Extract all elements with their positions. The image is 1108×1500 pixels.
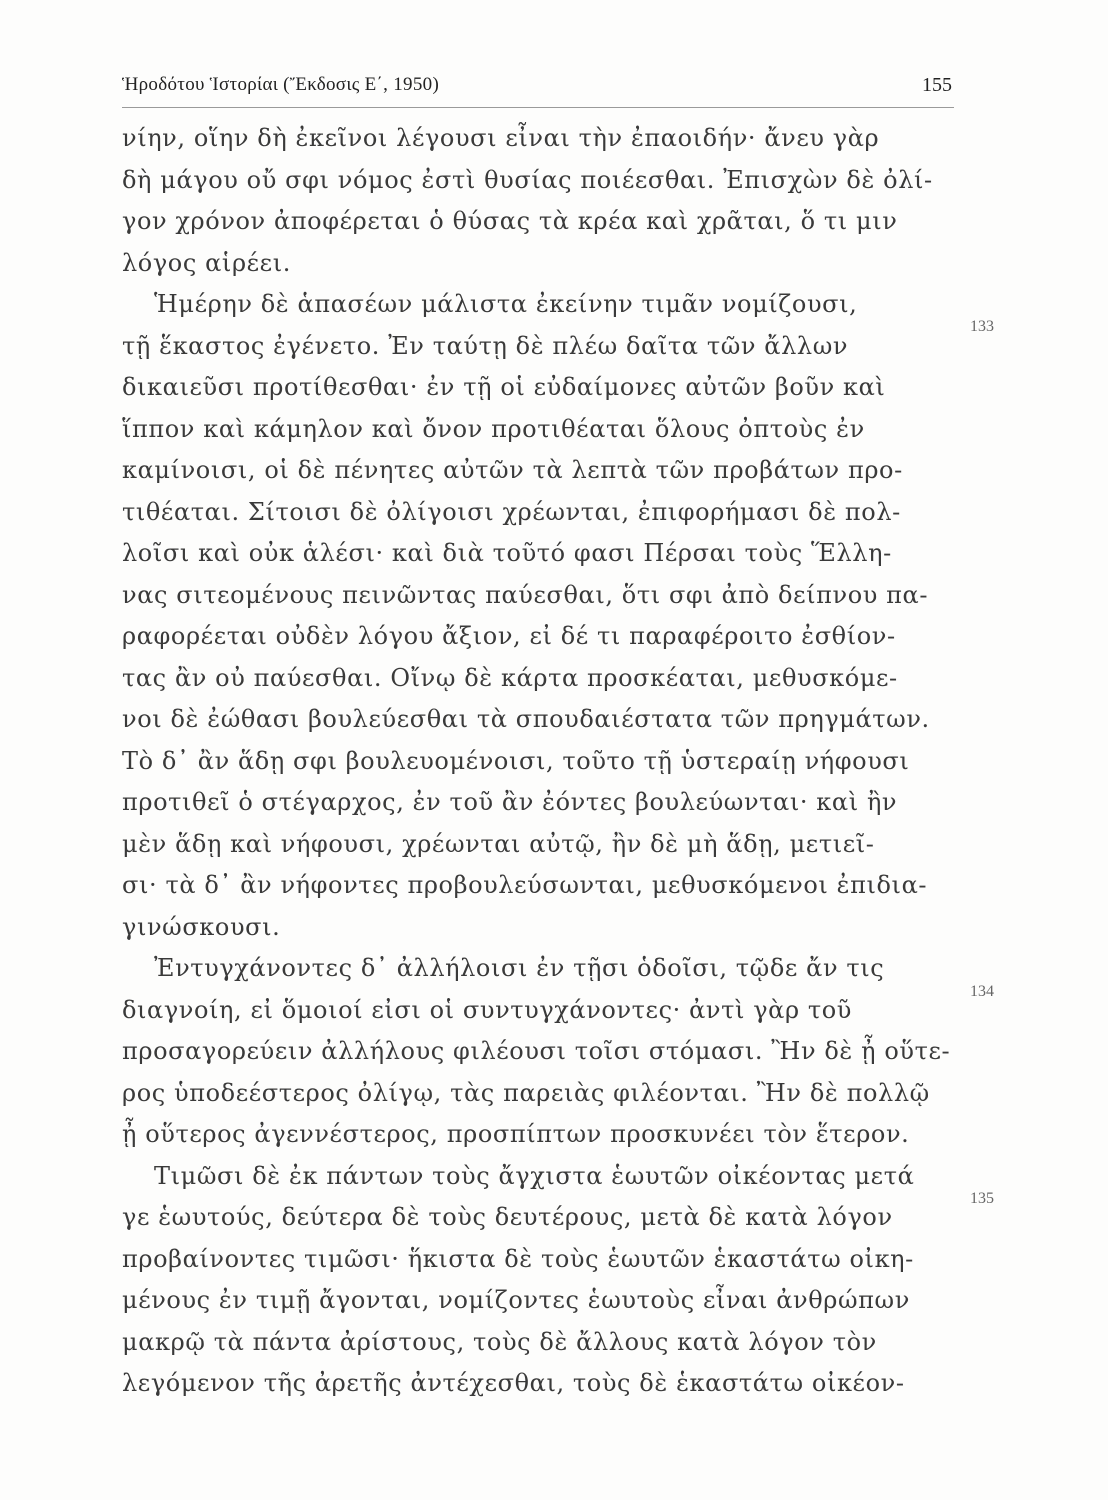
text-line: ᾖ οὕτερος ἀγεννέστερος, προσπίπτων προσκυνέει τὸν ἕτερον. [122, 1120, 910, 1148]
text-line: νίην, οἵην δὴ ἐκεῖνοι λέγουσι εἶναι τὴν ἐπαοιδήν· ἄνευ γὰρ [122, 124, 880, 152]
text-line: Τὸ δ᾽ ἂν ἅδῃ σφι βουλευομένοισι, τοῦτο τῇ ὑστεραίῃ νήφουσι [122, 746, 910, 775]
text-line: ρος ὑποδεέστερος ὀλίγῳ, τὰς παρειὰς φιλέονται. Ἢν δὲ πολλῷ [122, 1078, 930, 1107]
text-line: τας ἂν οὐ παύεσθαι. Οἴνῳ δὲ κάρτα προσκέαται, μεθυσκόμε- [122, 663, 898, 692]
section-number: 133 [970, 318, 994, 335]
text-line: προσαγορεύειν ἀλλήλους φιλέουσι τοῖσι στόμασι. Ἢν δὲ ᾖ οὕτε- [122, 1037, 951, 1065]
text-line: γε ἑωυτούς, δεύτερα δὲ τοὺς δευτέρους, μετὰ δὲ κατὰ λόγον [122, 1203, 893, 1231]
text-line: προτιθεῖ ὁ στέγαρχος, ἐν τοῦ ἂν ἐόντες βουλεύωνται· καὶ ἢν [122, 788, 898, 816]
text-line: γον χρόνον ἀποφέρεται ὁ θύσας τὰ κρέα καὶ χρᾶται, ὅ τι μιν [122, 207, 898, 235]
text-line: διαγνοίη, εἰ ὅμοιοί εἰσι οἱ συντυγχάνοντες· ἀντὶ γὰρ τοῦ [122, 995, 852, 1024]
text-line: μὲν ἅδῃ καὶ νήφουσι, χρέωνται αὐτῷ, ἢν δὲ μὴ ἅδῃ, μετιεῖ- [122, 829, 875, 858]
body-text [122, 118, 958, 1405]
running-title: Ἡροδότου Ἱστορίαι (Ἔκδοσις Ε΄, 1950) [122, 74, 440, 95]
header-rule [122, 107, 954, 108]
text-line: προβαίνοντες τιμῶσι· ἥκιστα δὲ τοὺς ἑωυτῶν ἑκαστάτω οἰκη- [122, 1244, 914, 1273]
text-line: νοι δὲ ἐώθασι βουλεύεσθαι τὰ σπουδαιέστατα τῶν πρηγμάτων. [122, 705, 930, 733]
text-line: γινώσκουσι. [122, 912, 281, 941]
running-head [122, 74, 952, 104]
text-line: νας σιτεομένους πεινῶντας παύεσθαι, ὅτι σφι ἀπὸ δείπνου πα- [122, 580, 929, 609]
text-line: Ἡμέρην δὲ ἁπασέων μάλιστα ἐκείνην τιμᾶν νομίζουσι, [154, 290, 858, 318]
text-line: δὴ μάγου οὔ σφι νόμος ἐστὶ θυσίας ποιέεσθαι. Ἐπισχὼν δὲ ὀλί- [122, 165, 933, 194]
text-line: καμίνοισι, οἱ δὲ πένητες αὐτῶν τὰ λεπτὰ τῶν προβάτων προ- [122, 456, 903, 484]
text-line: ραφορέεται οὐδὲν λόγου ἄξιον, εἰ δέ τι παραφέροιτο ἐσθίον- [122, 622, 896, 650]
text-line: ἵππον καὶ κάμηλον καὶ ὄνον προτιθέαται ὅλους ὀπτοὺς ἐν [122, 414, 865, 443]
text-line: Τιμῶσι δὲ ἐκ πάντων τοὺς ἄγχιστα ἑωυτῶν οἰκέοντας μετά [154, 1161, 915, 1190]
text-line: Ἐντυγχάνοντες δ᾽ ἀλλήλοισι ἐν τῇσι ὁδοῖσι, τῷδε ἄν τις [154, 954, 885, 982]
text-line: λεγόμενον τῆς ἀρετῆς ἀντέχεσθαι, τοὺς δὲ ἑκαστάτω οἰκέον- [122, 1369, 905, 1397]
text-line: μένους ἐν τιμῇ ἄγονται, νομίζοντες ἑωυτοὺς εἶναι ἀνθρώπων [122, 1286, 910, 1314]
section-number: 134 [970, 983, 994, 1000]
text-line: τιθέαται. Σίτοισι δὲ ὀλίγοισι χρέωνται, ἐπιφορήμασι δὲ πολ- [122, 497, 901, 526]
section-number: 135 [970, 1190, 994, 1207]
text-line: δικαιεῦσι προτίθεσθαι· ἐν τῇ οἱ εὐδαίμονες αὐτῶν βοῦν καὶ [122, 373, 886, 401]
text-line: σι· τὰ δ᾽ ἂν νήφοντες προβουλεύσωνται, μεθυσκόμενοι ἐπιδια- [122, 871, 928, 899]
text-line: λόγος αἱρέει. [122, 248, 291, 277]
text-line: λοῖσι καὶ οὐκ ἁλέσι· καὶ διὰ τοῦτό φασι Πέρσαι τοὺς Ἕλλη- [122, 539, 892, 567]
text-line: τῇ ἕκαστος ἐγένετο. Ἐν ταύτῃ δὲ πλέω δαῖτα τῶν ἄλλων [122, 331, 849, 360]
page-number: 155 [922, 74, 952, 96]
text-line: μακρῷ τὰ πάντα ἀρίστους, τοὺς δὲ ἄλλους κατὰ λόγον τὸν [122, 1327, 877, 1356]
